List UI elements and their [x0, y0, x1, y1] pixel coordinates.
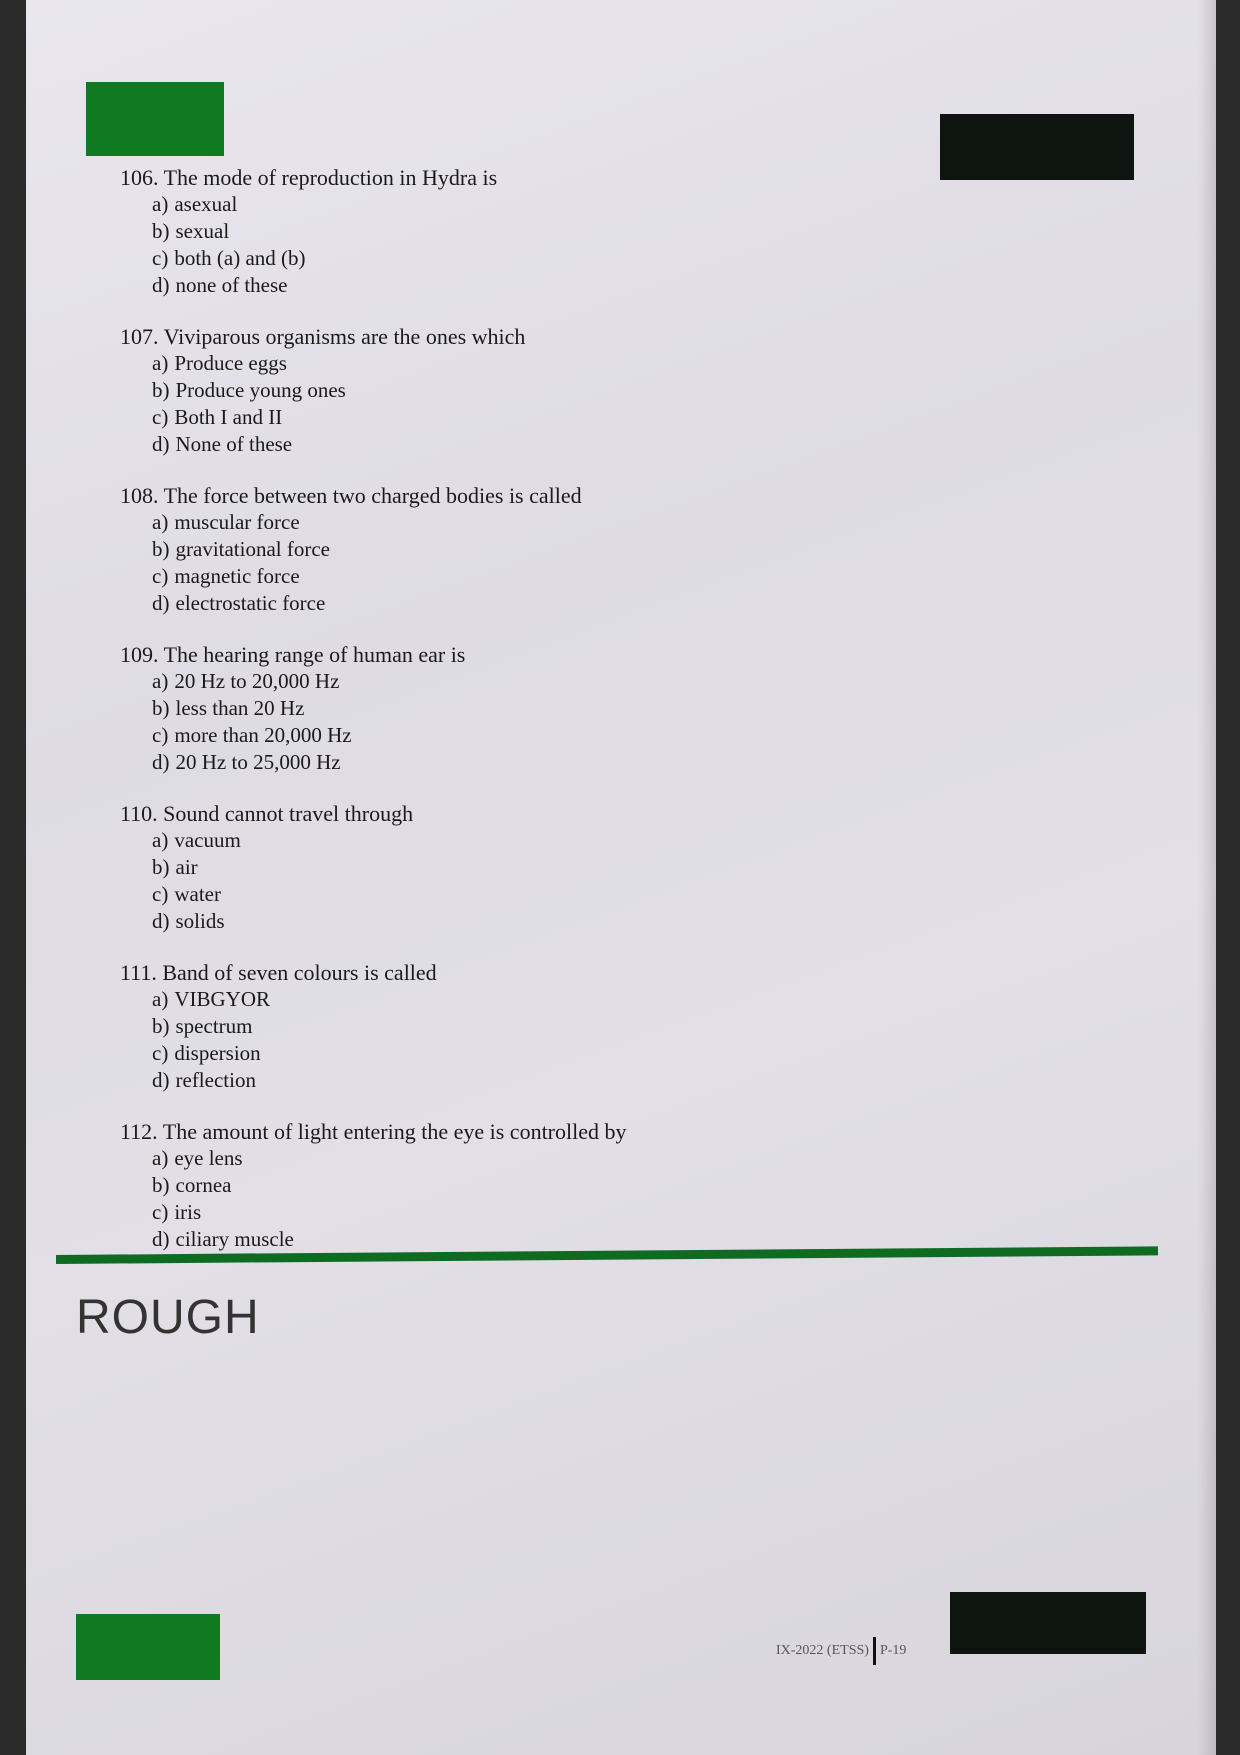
answer-option: [152, 350, 820, 377]
answer-option: [152, 1145, 820, 1172]
option-letter: d): [152, 273, 170, 297]
answer-option: [152, 749, 820, 776]
question-item: [120, 800, 820, 935]
option-letter: b): [152, 1173, 170, 1197]
option-letter: b): [152, 537, 170, 561]
option-letter: b): [152, 378, 170, 402]
option-list: [120, 827, 820, 935]
option-text: iris: [174, 1200, 202, 1224]
question-stem: 110. Sound cannot travel through: [120, 801, 414, 826]
answer-option: [152, 377, 820, 404]
option-text: asexual: [174, 192, 238, 216]
option-list: [120, 668, 820, 776]
option-letter: c): [152, 246, 169, 270]
answer-option: [152, 404, 820, 431]
option-text: electrostatic force: [175, 591, 326, 615]
option-letter: c): [152, 1200, 169, 1224]
option-text: none of these: [175, 273, 288, 297]
answer-option: [152, 1040, 820, 1067]
registration-mark-top-left: [86, 82, 224, 156]
option-list: [120, 1145, 820, 1253]
option-text: spectrum: [175, 1014, 253, 1038]
answer-option: [152, 827, 820, 854]
option-text: magnetic force: [174, 564, 300, 588]
answer-option: [152, 245, 820, 272]
answer-option: [152, 908, 820, 935]
answer-option: [152, 191, 820, 218]
option-letter: d): [152, 432, 170, 456]
option-letter: b): [152, 696, 170, 720]
question-stem: 106. The mode of reproduction in Hydra is: [120, 165, 498, 190]
option-text: dispersion: [174, 1041, 261, 1065]
option-list: [120, 191, 820, 299]
option-letter: c): [152, 882, 169, 906]
answer-option: [152, 881, 820, 908]
question-item: [120, 323, 820, 458]
page-footer: [776, 1637, 906, 1665]
answer-option: [152, 722, 820, 749]
question-stem: 109. The hearing range of human ear is: [120, 642, 466, 667]
question-stem: 111. Band of seven colours is called: [120, 960, 437, 985]
option-letter: d): [152, 909, 170, 933]
option-text: eye lens: [174, 1146, 243, 1170]
answer-option: [152, 854, 820, 881]
option-text: solids: [175, 909, 225, 933]
option-text: more than 20,000 Hz: [174, 723, 352, 747]
option-letter: d): [152, 750, 170, 774]
option-letter: a): [152, 828, 169, 852]
answer-option: [152, 563, 820, 590]
option-text: sexual: [175, 219, 230, 243]
answer-option: [152, 668, 820, 695]
answer-option: [152, 1172, 820, 1199]
option-text: 20 Hz to 25,000 Hz: [175, 750, 341, 774]
option-text: both (a) and (b): [174, 246, 306, 270]
question-stem: 107. Viviparous organisms are the ones which: [120, 324, 526, 349]
option-letter: c): [152, 564, 169, 588]
question-stem: 108. The force between two charged bodies is called: [120, 483, 582, 508]
option-letter: d): [152, 591, 170, 615]
option-letter: a): [152, 192, 169, 216]
option-text: water: [174, 882, 221, 906]
option-letter: a): [152, 987, 169, 1011]
option-text: 20 Hz to 20,000 Hz: [174, 669, 340, 693]
option-text: muscular force: [174, 510, 300, 534]
answer-option: [152, 590, 820, 617]
question-list: [120, 164, 820, 1277]
option-letter: b): [152, 219, 170, 243]
option-text: less than 20 Hz: [175, 696, 305, 720]
option-letter: c): [152, 723, 169, 747]
option-text: vacuum: [174, 828, 241, 852]
question-item: [120, 1118, 820, 1253]
option-text: None of these: [175, 432, 293, 456]
page-edge-shadow: [1198, 0, 1216, 1755]
answer-option: [152, 986, 820, 1013]
question-item: [120, 164, 820, 299]
option-text: VIBGYOR: [174, 987, 270, 1011]
exam-page: [26, 0, 1216, 1755]
answer-option: [152, 431, 820, 458]
registration-mark-bottom-left: [76, 1614, 220, 1680]
option-letter: c): [152, 1041, 169, 1065]
option-letter: d): [152, 1227, 170, 1251]
option-text: ciliary muscle: [175, 1227, 294, 1251]
option-letter: a): [152, 351, 169, 375]
option-letter: a): [152, 510, 169, 534]
option-text: cornea: [175, 1173, 232, 1197]
option-text: Both I and II: [174, 405, 283, 429]
option-letter: b): [152, 1014, 170, 1038]
option-letter: b): [152, 855, 170, 879]
answer-option: [152, 509, 820, 536]
option-letter: a): [152, 669, 169, 693]
registration-mark-bottom-right: [950, 1592, 1146, 1654]
question-item: [120, 959, 820, 1094]
page-number: P-19: [879, 1643, 907, 1658]
question-stem: 112. The amount of light entering the eye is controlled by: [120, 1119, 627, 1144]
option-letter: d): [152, 1068, 170, 1092]
option-letter: c): [152, 405, 169, 429]
footer-separator: [873, 1637, 876, 1665]
option-text: air: [175, 855, 198, 879]
answer-option: [152, 1067, 820, 1094]
question-item: [120, 641, 820, 776]
option-list: [120, 986, 820, 1094]
option-list: [120, 350, 820, 458]
question-item: [120, 482, 820, 617]
option-text: gravitational force: [175, 537, 331, 561]
answer-option: [152, 695, 820, 722]
answer-option: [152, 272, 820, 299]
paper-code: IX-2022 (ETSS): [776, 1643, 869, 1658]
answer-option: [152, 1013, 820, 1040]
answer-option: [152, 218, 820, 245]
registration-mark-top-right: [940, 114, 1134, 180]
answer-option: [152, 1199, 820, 1226]
option-text: Produce eggs: [174, 351, 287, 375]
option-list: [120, 509, 820, 617]
rough-work-label: ROUGH: [76, 1291, 260, 1344]
option-text: reflection: [175, 1068, 256, 1092]
answer-option: [152, 536, 820, 563]
option-letter: a): [152, 1146, 169, 1170]
option-text: Produce young ones: [175, 378, 346, 402]
